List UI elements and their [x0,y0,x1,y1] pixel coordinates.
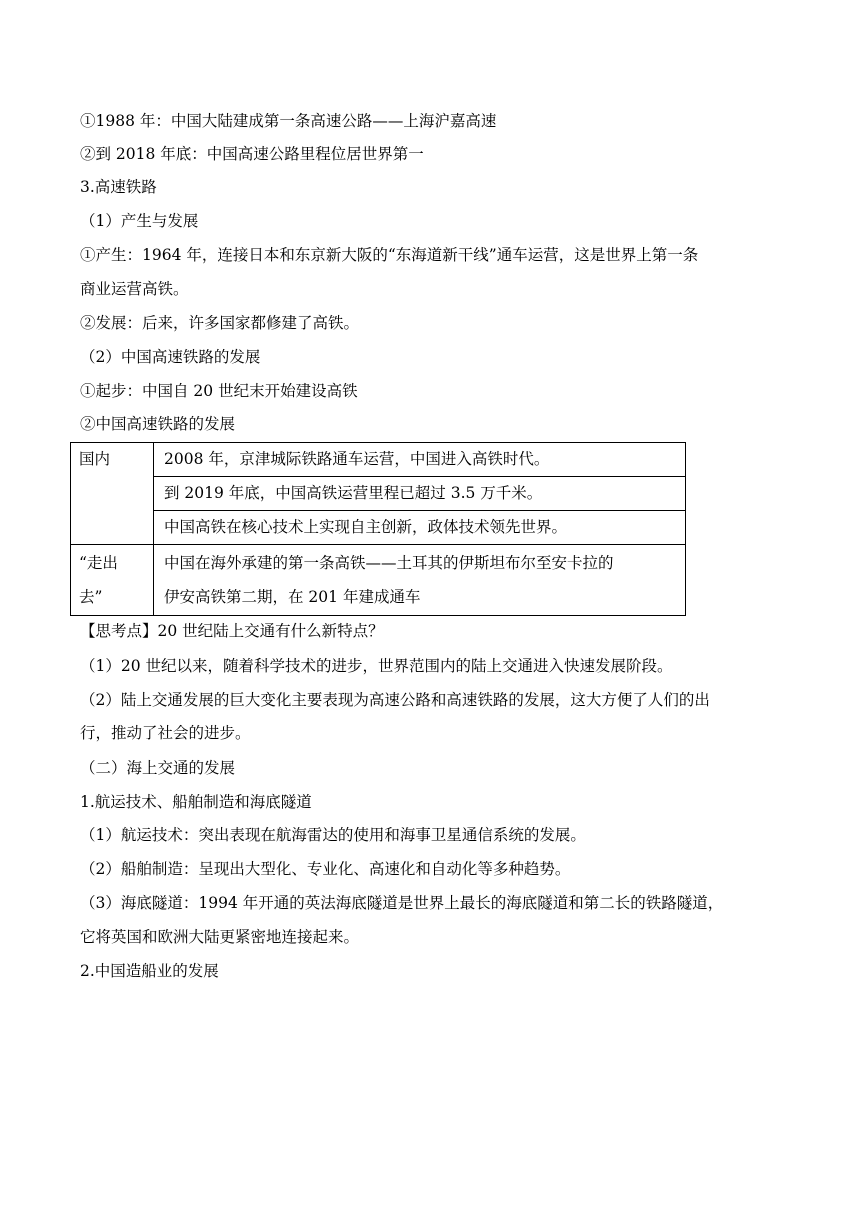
text-line-development: ②发展：后来，许多国家都修建了高铁。 [80,314,360,332]
abroad-content-cell [154,545,686,616]
subheading-shipping: 1.航运技术、船舶制造和海底隧道 [80,793,312,811]
text-line-start: ①起步：中国自 20 世纪末开始建设高铁 [80,382,358,400]
text-line-shipbuilding: （2）船舶制造：呈现出大型化、专业化、高速化和自动化等多种趋势。 [80,860,571,878]
table-row [71,511,686,545]
domestic-label-cell: 国内 [71,443,154,545]
text-line-origin-2: 商业运营高铁。 [80,280,189,298]
table-row [71,545,686,616]
table-row [71,477,686,511]
table-cell: 到 2019 年底，中国高铁运营里程已超过 3.5 万千米。 [154,477,686,511]
hsr-development-table [70,442,686,616]
section-heading-high-speed-rail: 3.高速铁路 [80,178,157,196]
subheading-china-hsr: （2）中国高速铁路的发展 [80,348,261,366]
abroad-content-line: 中国在海外承建的第一条高铁——土耳其的伊斯坦布尔至安卡拉的 [164,554,614,572]
abroad-label-cell [71,545,154,616]
subheading-china-shipbuilding: 2.中国造船业的发展 [80,962,219,980]
text-line-tunnel-1: （3）海底隧道：1994 年开通的英法海底隧道是世界上最长的海底隧道和第二长的铁路隧道， [80,894,724,912]
text-line-think-2a: （2）陆上交通发展的巨大变化主要表现为高速公路和高速铁路的发展，这大方便了人们的出 [80,691,710,709]
text-line-origin-1: ①产生：1964 年，连接日本和东京新大阪的“东海道新干线”通车运营，这是世界上第一条 [80,246,699,264]
text-line-china-hsr-development: ②中国高速铁路的发展 [80,415,236,433]
section-heading-sea-transport: （二）海上交通的发展 [80,759,236,777]
text-line-think-1: （1）20 世纪以来，随着科学技术的进步，世界范围内的陆上交通进入快速发展阶段。 [80,657,673,675]
subheading-origin-development: （1）产生与发展 [80,212,199,230]
text-line-navigation: （1）航运技术：突出表现在航海雷达的使用和海事卫星通信系统的发展。 [80,826,586,844]
abroad-content-line: 伊安高铁第二期，在 201 年建成通车 [164,588,421,606]
table-row [71,443,686,477]
abroad-label-line: “走出 [79,554,118,572]
text-line-tunnel-2: 它将英国和欧洲大陆更紧密地连接起来。 [80,928,360,946]
text-line-think-2b: 行，推动了社会的进步。 [80,724,251,742]
abroad-label-line: 去” [79,588,103,606]
text-line-highway-2018: ②到 2018 年底：中国高速公路里程位居世界第一 [80,145,424,163]
text-line-highway-1988: ①1988 年：中国大陆建成第一条高速公路——上海沪嘉高速 [80,112,497,130]
table-cell: 2008 年，京津城际铁路通车运营，中国进入高铁时代。 [154,443,686,477]
table-cell: 中国高铁在核心技术上实现自主创新，政体技术领先世界。 [154,511,686,545]
think-point-heading: 【思考点】20 世纪陆上交通有什么新特点？ [80,622,384,640]
